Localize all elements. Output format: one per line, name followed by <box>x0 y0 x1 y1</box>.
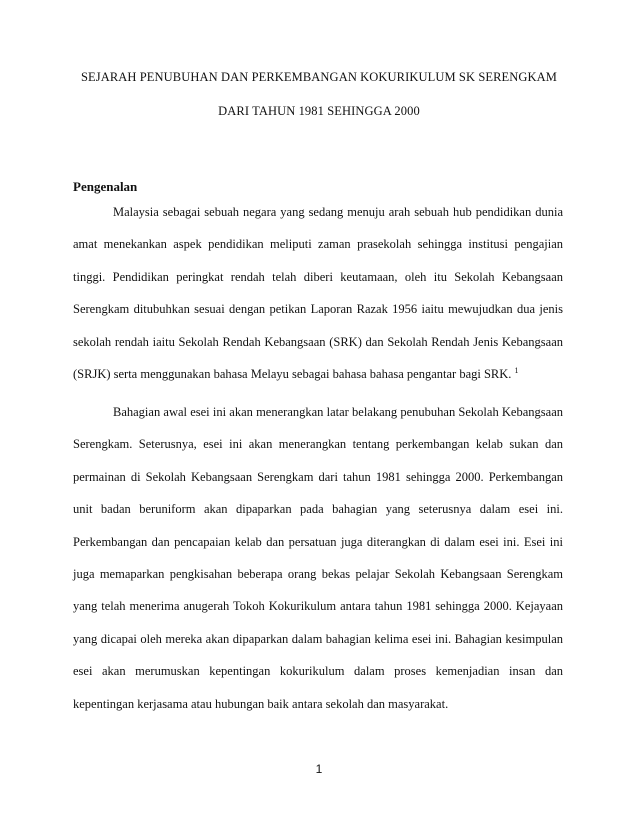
document-title-line-2: DARI TAHUN 1981 SEHINGGA 2000 <box>218 104 420 118</box>
paragraph-essay-outline <box>73 396 563 720</box>
document-title-line-1: SEJARAH PENUBUHAN DAN PERKEMBANGAN KOKURIKULUM SK SERENGKAM <box>80 70 558 84</box>
paragraph-introduction <box>73 196 563 390</box>
page-number: 1 <box>315 762 323 776</box>
paragraph-2-text: Bahagian awal esei ini akan menerangkan latar belakang penubuhan Sekolah Kebangsaan Serengkam. Seterusnya, esei ini akan menerangkan tentang perkembangan kelab sukan dan permainan di Sekolah Kebangsaan Serengkam dari tahun 1981 sehingga 2000. Perkembangan unit badan beruniform akan dipaparkan pada bahagian yang seterusnya dalam esei ini. Perkembangan dan pencapaian kelab dan persatuan juga diterangkan di dalam esei ini. Esei ini juga memaparkan pengkisahan beberapa orang bekas pelajar Sekolah Kebangsaan Serengkam yang telah menerima anugerah Tokoh Kokurikulum antara tahun 1981 sehingga 2000. Kejayaan yang dicapai oleh mereka akan dipaparkan dalam bahagian kelima esei ini. Bahagian kesimpulan esei akan merumuskan kepentingan kokurikulum dalam proses kemenjadian insan dan kepentingan kerjasama atau hubungan baik antara sekolah dan masyarakat. <box>73 405 563 711</box>
paragraph-1-text: Malaysia sebagai sebuah negara yang sedang menuju arah sebuah hub pendidikan dunia amat menekankan aspek pendidikan meliputi zaman prasekolah sehingga institusi pengajian tinggi. Pendidikan peringkat rendah telah diberi keutamaan, oleh itu Sekolah Kebangsaan Serengkam ditubuhkan sesuai dengan petikan Laporan Razak 1956 iaitu mewujudkan dua jenis sekolah rendah iaitu Sekolah Rendah Kebangsaan (SRK) dan Sekolah Rendah Jenis Kebangsaan (SRJK) serta menggunakan bahasa Melayu sebagai bahasa bahasa pengantar bagi SRK. <box>73 205 563 382</box>
section-heading: Pengenalan <box>73 179 138 194</box>
footnote-reference[interactable]: 1 <box>514 365 519 375</box>
